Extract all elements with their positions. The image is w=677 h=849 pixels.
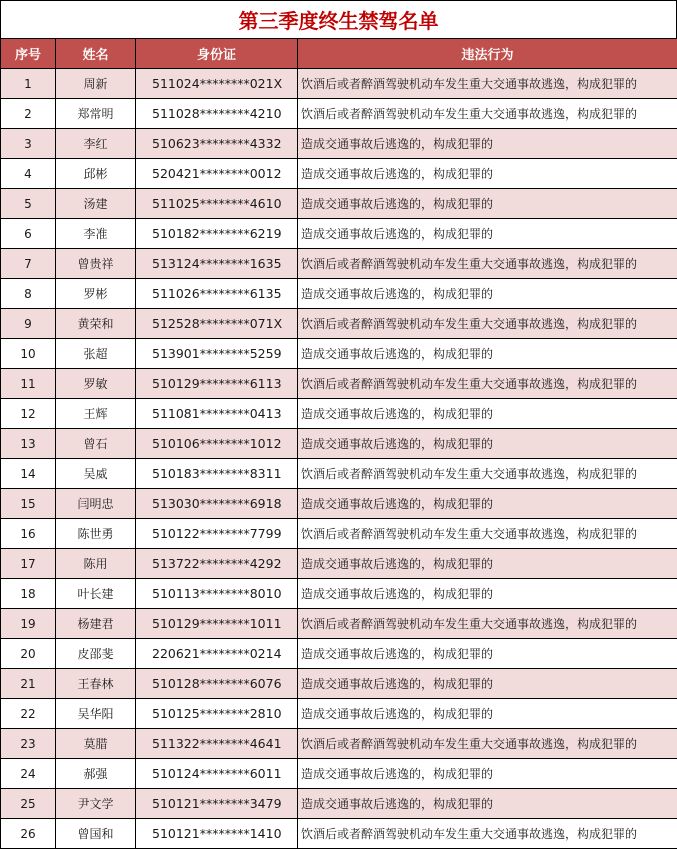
table-row [1, 69, 677, 99]
violation-text: 造成交通事故后逃逸的，构成犯罪的 [298, 669, 677, 699]
table-row [1, 249, 677, 279]
table-row [1, 489, 677, 519]
row-number: 7 [1, 249, 56, 279]
id-number: 512528********071X [136, 309, 298, 339]
id-number: 510125********2810 [136, 699, 298, 729]
id-number: 510182********6219 [136, 219, 298, 249]
id-number: 510106********1012 [136, 429, 298, 459]
person-name: 王春林 [56, 669, 136, 699]
table-row [1, 279, 677, 309]
row-number: 23 [1, 729, 56, 759]
violation-text: 造成交通事故后逃逸的，构成犯罪的 [298, 339, 677, 369]
id-number: 511322********4641 [136, 729, 298, 759]
violation-text: 饮酒后或者醉酒驾驶机动车发生重大交通事故逃逸，构成犯罪的 [298, 369, 677, 399]
page-title: 第三季度终生禁驾名单 [238, 9, 439, 33]
table-row [1, 729, 677, 759]
id-number: 510122********7799 [136, 519, 298, 549]
violation-text: 造成交通事故后逃逸的，构成犯罪的 [298, 159, 677, 189]
row-number: 10 [1, 339, 56, 369]
table-row [1, 789, 677, 819]
id-number: 510113********8010 [136, 579, 298, 609]
violation-text: 饮酒后或者醉酒驾驶机动车发生重大交通事故逃逸，构成犯罪的 [298, 459, 677, 489]
table-row [1, 159, 677, 189]
person-name: 陈世勇 [56, 519, 136, 549]
row-number: 20 [1, 639, 56, 669]
table-row [1, 669, 677, 699]
person-name: 曾石 [56, 429, 136, 459]
person-name: 叶长建 [56, 579, 136, 609]
violation-text: 饮酒后或者醉酒驾驶机动车发生重大交通事故逃逸，构成犯罪的 [298, 309, 677, 339]
table-body [1, 69, 677, 849]
id-number: 513030********6918 [136, 489, 298, 519]
row-number: 18 [1, 579, 56, 609]
row-number: 4 [1, 159, 56, 189]
id-number: 510124********6011 [136, 759, 298, 789]
person-name: 周新 [56, 69, 136, 99]
person-name: 汤建 [56, 189, 136, 219]
person-name: 闫明忠 [56, 489, 136, 519]
person-name: 吴华阳 [56, 699, 136, 729]
table-row [1, 639, 677, 669]
violation-text: 饮酒后或者醉酒驾驶机动车发生重大交通事故逃逸，构成犯罪的 [298, 99, 677, 129]
person-name: 李准 [56, 219, 136, 249]
person-name: 尹文学 [56, 789, 136, 819]
violation-text: 造成交通事故后逃逸的，构成犯罪的 [298, 399, 677, 429]
table-header-row [1, 39, 677, 69]
table-row [1, 399, 677, 429]
table-row [1, 819, 677, 849]
column-header-name: 姓名 [56, 39, 136, 69]
violation-text: 造成交通事故后逃逸的，构成犯罪的 [298, 759, 677, 789]
violation-text: 饮酒后或者醉酒驾驶机动车发生重大交通事故逃逸，构成犯罪的 [298, 729, 677, 759]
table-row [1, 579, 677, 609]
id-number: 510623********4332 [136, 129, 298, 159]
violation-text: 造成交通事故后逃逸的，构成犯罪的 [298, 129, 677, 159]
row-number: 12 [1, 399, 56, 429]
person-name: 皮邵斐 [56, 639, 136, 669]
violation-text: 饮酒后或者醉酒驾驶机动车发生重大交通事故逃逸，构成犯罪的 [298, 519, 677, 549]
row-number: 6 [1, 219, 56, 249]
person-name: 郑常明 [56, 99, 136, 129]
table-row [1, 759, 677, 789]
row-number: 9 [1, 309, 56, 339]
violation-text: 造成交通事故后逃逸的，构成犯罪的 [298, 429, 677, 459]
person-name: 邱彬 [56, 159, 136, 189]
row-number: 26 [1, 819, 56, 849]
person-name: 曾国和 [56, 819, 136, 849]
person-name: 郝强 [56, 759, 136, 789]
table-row [1, 309, 677, 339]
table-row [1, 129, 677, 159]
table-row [1, 519, 677, 549]
violation-text: 造成交通事故后逃逸的，构成犯罪的 [298, 189, 677, 219]
violation-text: 造成交通事故后逃逸的，构成犯罪的 [298, 279, 677, 309]
row-number: 11 [1, 369, 56, 399]
table-row [1, 99, 677, 129]
person-name: 莫腊 [56, 729, 136, 759]
person-name: 杨建君 [56, 609, 136, 639]
violation-text: 饮酒后或者醉酒驾驶机动车发生重大交通事故逃逸，构成犯罪的 [298, 609, 677, 639]
row-number: 3 [1, 129, 56, 159]
row-number: 14 [1, 459, 56, 489]
row-number: 16 [1, 519, 56, 549]
row-number: 21 [1, 669, 56, 699]
table-row [1, 699, 677, 729]
id-number: 511025********4610 [136, 189, 298, 219]
row-number: 17 [1, 549, 56, 579]
row-number: 24 [1, 759, 56, 789]
ban-list-table [0, 38, 677, 849]
violation-text: 饮酒后或者醉酒驾驶机动车发生重大交通事故逃逸，构成犯罪的 [298, 819, 677, 849]
person-name: 黄荣和 [56, 309, 136, 339]
row-number: 8 [1, 279, 56, 309]
person-name: 陈用 [56, 549, 136, 579]
id-number: 510129********6113 [136, 369, 298, 399]
column-header-number: 序号 [1, 39, 56, 69]
table-row [1, 369, 677, 399]
person-name: 张超 [56, 339, 136, 369]
id-number: 510121********1410 [136, 819, 298, 849]
id-number: 511081********0413 [136, 399, 298, 429]
table-row [1, 189, 677, 219]
id-number: 511024********021X [136, 69, 298, 99]
id-number: 513722********4292 [136, 549, 298, 579]
violation-text: 造成交通事故后逃逸的，构成犯罪的 [298, 639, 677, 669]
row-number: 13 [1, 429, 56, 459]
violation-text: 造成交通事故后逃逸的，构成犯罪的 [298, 219, 677, 249]
row-number: 1 [1, 69, 56, 99]
violation-text: 饮酒后或者醉酒驾驶机动车发生重大交通事故逃逸，构成犯罪的 [298, 249, 677, 279]
row-number: 5 [1, 189, 56, 219]
table-row [1, 459, 677, 489]
id-number: 511026********6135 [136, 279, 298, 309]
id-number: 511028********4210 [136, 99, 298, 129]
id-number: 220621********0214 [136, 639, 298, 669]
violation-text: 饮酒后或者醉酒驾驶机动车发生重大交通事故逃逸，构成犯罪的 [298, 69, 677, 99]
person-name: 罗敏 [56, 369, 136, 399]
violation-text: 造成交通事故后逃逸的，构成犯罪的 [298, 789, 677, 819]
table-row [1, 339, 677, 369]
person-name: 罗彬 [56, 279, 136, 309]
violation-text: 造成交通事故后逃逸的，构成犯罪的 [298, 489, 677, 519]
table-row [1, 609, 677, 639]
title-bar [0, 0, 677, 38]
row-number: 22 [1, 699, 56, 729]
row-number: 19 [1, 609, 56, 639]
id-number: 510129********1011 [136, 609, 298, 639]
violation-text: 造成交通事故后逃逸的，构成犯罪的 [298, 579, 677, 609]
person-name: 李红 [56, 129, 136, 159]
violation-text: 造成交通事故后逃逸的，构成犯罪的 [298, 549, 677, 579]
table-row [1, 429, 677, 459]
table-row [1, 219, 677, 249]
id-number: 520421********0012 [136, 159, 298, 189]
id-number: 510128********6076 [136, 669, 298, 699]
row-number: 2 [1, 99, 56, 129]
person-name: 王辉 [56, 399, 136, 429]
id-number: 510183********8311 [136, 459, 298, 489]
person-name: 吴威 [56, 459, 136, 489]
table-row [1, 549, 677, 579]
column-header-violation: 违法行为 [298, 39, 677, 69]
id-number: 513901********5259 [136, 339, 298, 369]
row-number: 25 [1, 789, 56, 819]
id-number: 513124********1635 [136, 249, 298, 279]
row-number: 15 [1, 489, 56, 519]
column-header-id: 身份证 [136, 39, 298, 69]
violation-text: 造成交通事故后逃逸的，构成犯罪的 [298, 699, 677, 729]
person-name: 曾贵祥 [56, 249, 136, 279]
id-number: 510121********3479 [136, 789, 298, 819]
